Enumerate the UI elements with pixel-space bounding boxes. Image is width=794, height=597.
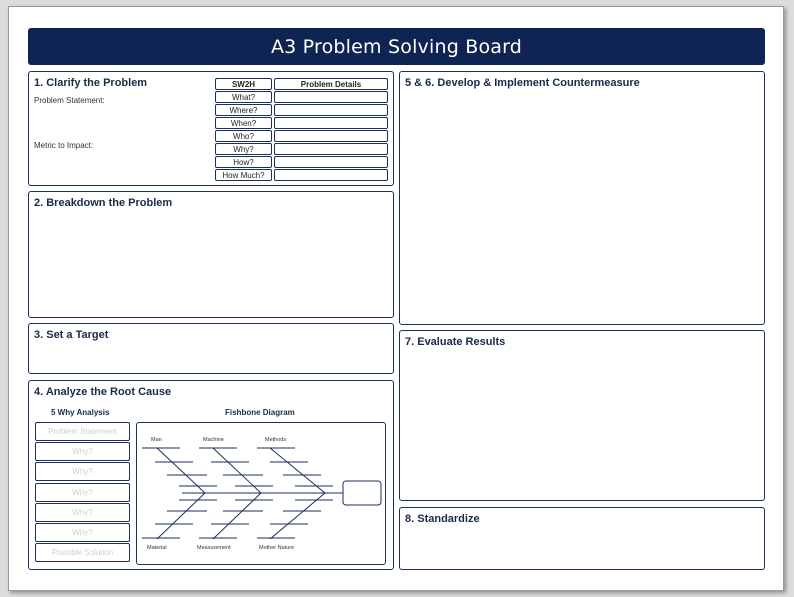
why-box-1[interactable]: Why? xyxy=(35,442,130,461)
detail-cell-how[interactable] xyxy=(274,156,388,168)
fishbone-label-man: Man xyxy=(151,437,162,443)
evaluate-results-title: 7. Evaluate Results xyxy=(405,336,506,348)
why-box-problem-statement[interactable]: Problem Statement xyxy=(35,422,130,441)
sw2h-row-why: Why? xyxy=(215,143,272,155)
breakdown-problem-panel[interactable] xyxy=(28,191,394,318)
fishbone-label-material: Material xyxy=(147,545,167,551)
breakdown-problem-title: 2. Breakdown the Problem xyxy=(34,197,173,209)
sw2h-row-what: What? xyxy=(215,91,272,103)
why-box-possible-solution[interactable]: Possible Solution xyxy=(35,543,130,562)
root-cause-panel xyxy=(28,380,394,570)
sw2h-row-how: How? xyxy=(215,156,272,168)
problem-statement-label: Problem Statement: xyxy=(34,96,105,105)
sw2h-row-how-much: How Much? xyxy=(215,169,272,181)
detail-cell-how-much[interactable] xyxy=(274,169,388,181)
why-box-5[interactable]: Why? xyxy=(35,523,130,542)
why-box-4[interactable]: Why? xyxy=(35,503,130,522)
standardize-panel[interactable] xyxy=(399,507,765,570)
fishbone-head-box xyxy=(343,481,381,505)
clarify-problem-panel xyxy=(28,71,394,186)
detail-cell-what[interactable] xyxy=(274,91,388,103)
set-target-panel[interactable] xyxy=(28,323,394,374)
fishbone-diagram xyxy=(136,422,386,565)
a3-board-sheet xyxy=(8,6,784,591)
detail-cell-when[interactable] xyxy=(274,117,388,129)
fishbone-label-measurement: Measurement xyxy=(197,545,231,551)
fishbone-title: Fishbone Diagram xyxy=(225,408,295,417)
root-cause-title: 4. Analyze the Root Cause xyxy=(34,386,172,398)
standardize-title: 8. Standardize xyxy=(405,513,480,525)
detail-cell-where[interactable] xyxy=(274,104,388,116)
why-box-2[interactable]: Why? xyxy=(35,462,130,481)
fishbone-label-methods: Methods xyxy=(265,437,287,443)
board-title: A3 Problem Solving Board xyxy=(28,28,765,65)
sw2h-row-who: Who? xyxy=(215,130,272,142)
countermeasure-title: 5 & 6. Develop & Implement Countermeasure xyxy=(405,77,640,89)
evaluate-results-panel[interactable] xyxy=(399,330,765,501)
fishbone-label-mother-nature: Mother Nature xyxy=(259,545,295,551)
detail-cell-who[interactable] xyxy=(274,130,388,142)
problem-details-header: Problem Details xyxy=(274,78,388,90)
countermeasure-panel[interactable] xyxy=(399,71,765,325)
metric-to-impact-label: Metric to Impact: xyxy=(34,141,94,150)
set-target-title: 3. Set a Target xyxy=(34,329,109,341)
sw2h-row-when: When? xyxy=(215,117,272,129)
clarify-problem-title: 1. Clarify the Problem xyxy=(34,77,148,89)
sw2h-row-where: Where? xyxy=(215,104,272,116)
why-box-3[interactable]: Why? xyxy=(35,483,130,502)
sw2h-header: SW2H xyxy=(215,78,272,90)
detail-cell-why[interactable] xyxy=(274,143,388,155)
fishbone-graphic xyxy=(137,423,385,564)
five-why-title: 5 Why Analysis xyxy=(51,408,110,417)
fishbone-label-machine: Machine xyxy=(203,437,224,443)
